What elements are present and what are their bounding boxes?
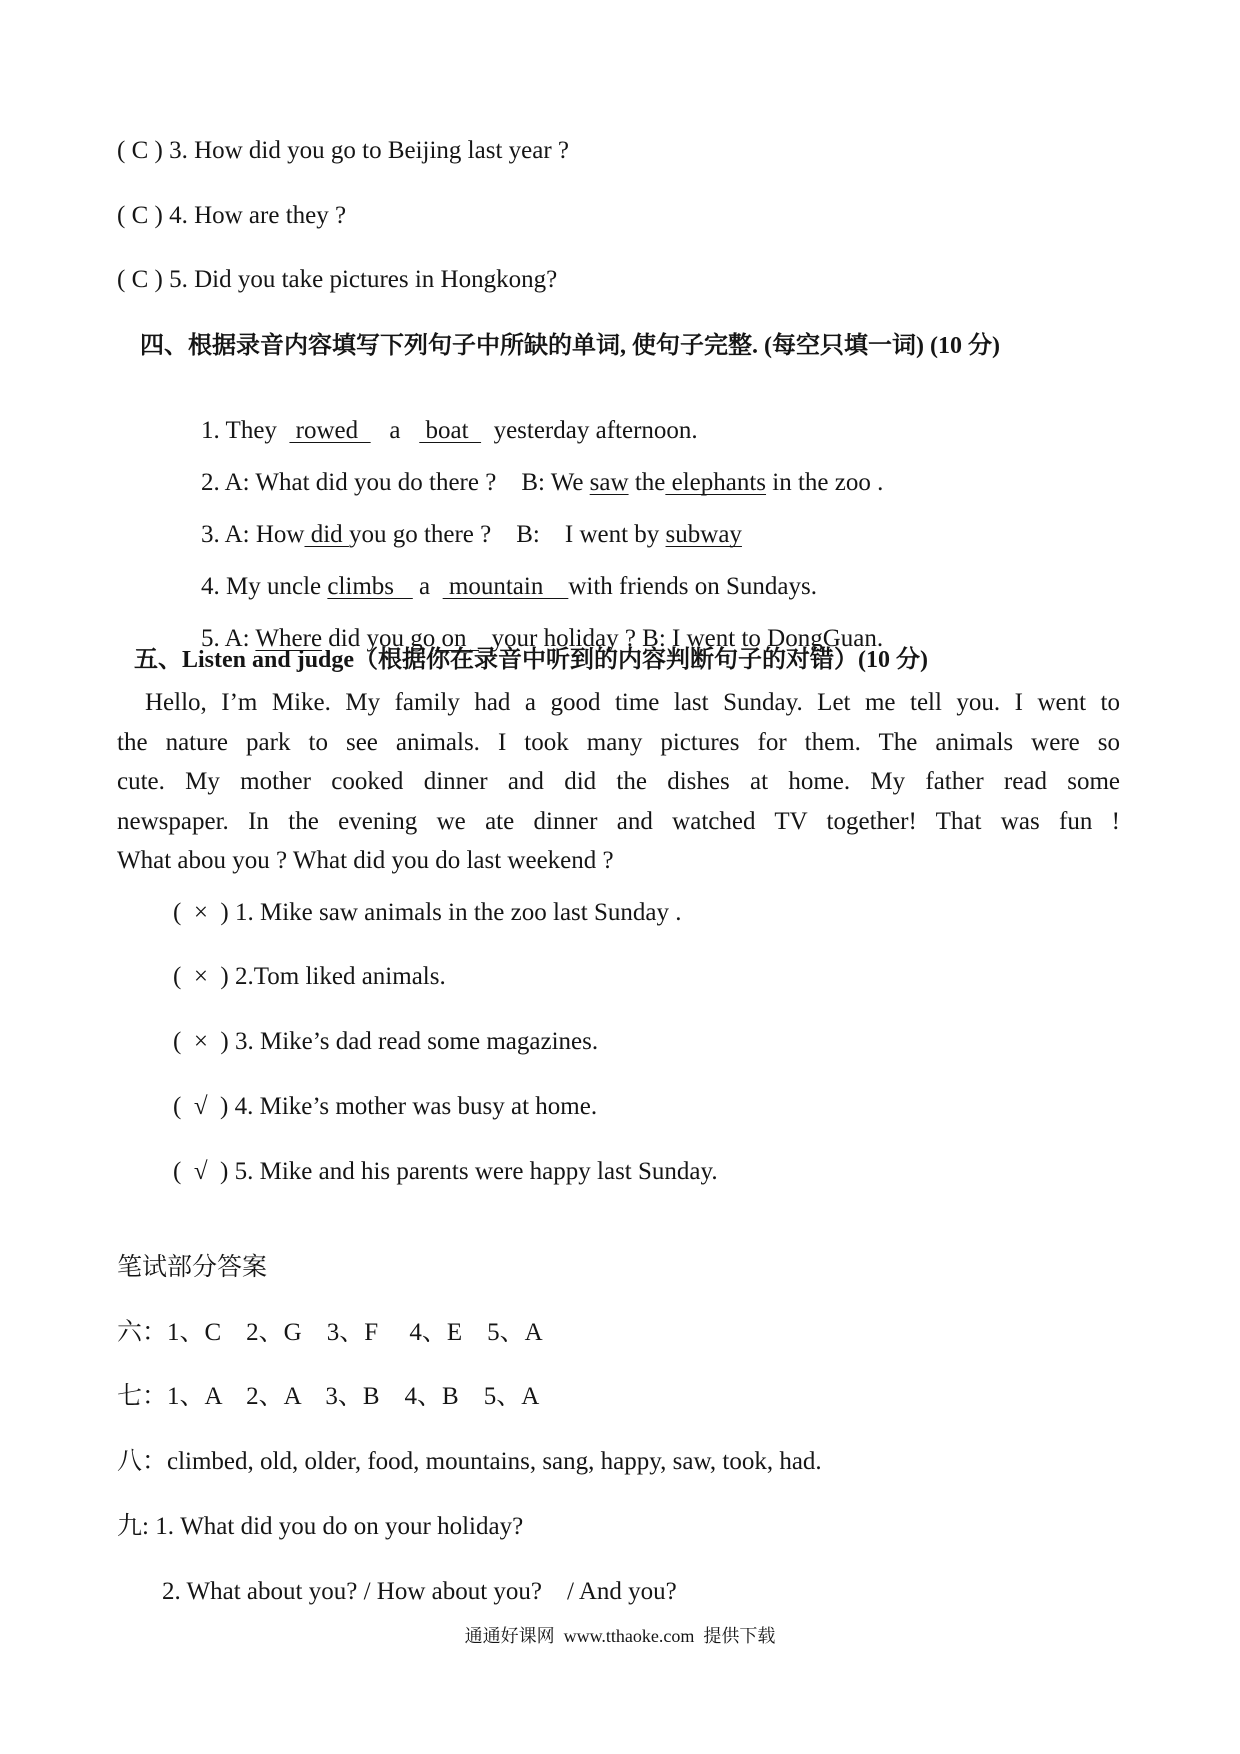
fill-answer: Where <box>255 625 323 652</box>
fill-answer: saw <box>589 469 629 496</box>
fill-text: 4. My uncle <box>201 573 328 600</box>
fill-answer: on <box>435 625 479 652</box>
judge-item-2: ( × ) 2.Tom liked animals. <box>173 963 446 990</box>
judge-item-4: ( √ ) 4. Mike’s mother was busy at home. <box>173 1093 598 1120</box>
fill-answer: climbs <box>327 573 413 600</box>
fill-text: 3. A: How <box>201 521 305 548</box>
listening-answer-5: ( C ) 5. Did you take pictures in Hongkong? <box>117 266 558 293</box>
fill-answer: rowed <box>289 417 371 444</box>
fill-answer: did <box>304 521 349 548</box>
listening-answer-4: ( C ) 4. How are they ? <box>117 202 347 229</box>
section-four-heading: 四、根据录音内容填写下列句子中所缺的单词, 使句子完整. (每空只填一词) (10 分) <box>140 333 1000 359</box>
passage-line: the nature park to see animals. I took many pictures for them. The animals were so <box>117 729 1120 756</box>
passage-line: newspaper. In the evening we ate dinner and watched TV together! That was fun ! <box>117 808 1120 835</box>
fill-text: the <box>628 469 666 496</box>
written-answers-title: 笔试部分答案 <box>117 1254 268 1281</box>
fill-text: did you go <box>322 625 436 652</box>
fill-text: your holiday ? B: I went to DongGuan. <box>479 625 884 652</box>
fill-answer: boat <box>419 417 482 444</box>
judge-item-3: ( × ) 3. Mike’s dad read some magazines. <box>173 1028 599 1055</box>
fill-text: 2. A: What did you do there ? B: We <box>201 469 590 496</box>
answer-six: 六：1、C 2、G 3、F 4、E 5、A <box>117 1319 543 1346</box>
fill-text: you go there ? B: I went by <box>348 521 666 548</box>
fill-text: 1. They <box>201 417 290 444</box>
fill-answer: subway <box>665 521 742 548</box>
fill-text: a <box>370 417 420 444</box>
judge-item-5: ( √ ) 5. Mike and his parents were happy last Sunday. <box>173 1158 718 1185</box>
answer-nine-2: 2. What about you? / How about you? / And you? <box>162 1578 677 1605</box>
fill-text: with friends on Sundays. <box>568 573 817 600</box>
fill-text: a <box>412 573 443 600</box>
fill-text: yesterday afternoon. <box>481 417 698 444</box>
answer-seven: 七：1、A 2、A 3、B 4、B 5、A <box>117 1383 540 1410</box>
judge-item-1: ( × ) 1. Mike saw animals in the zoo last Sunday . <box>173 899 682 926</box>
fill-text: 5. A: <box>201 625 256 652</box>
fill-text: in the zoo . <box>766 469 884 496</box>
passage-line: Hello, I’m Mike. My family had a good time last Sunday. Let me tell you. I went to <box>145 689 1120 716</box>
fill-answer: mountain <box>442 573 569 600</box>
answer-nine-1: 九: 1. What did you do on your holiday? <box>117 1513 524 1540</box>
passage-line: cute. My mother cooked dinner and did the dishes at home. My father read some <box>117 768 1120 795</box>
fill-answer: elephants <box>665 469 767 496</box>
passage-line: What abou you ? What did you do last weekend ? <box>117 847 614 874</box>
section-five-heading: 五、Listen and judge（根据你在录音中听到的内容判断句子的对错）(10 分) <box>134 647 929 673</box>
listening-answer-3: ( C ) 3. How did you go to Beijing last year ? <box>117 137 570 164</box>
footer-credit: 通通好课网 www.tthaoke.com 提供下载 <box>464 1626 776 1646</box>
answer-eight: 八：climbed, old, older, food, mountains, sang, happy, saw, took, had. <box>117 1448 822 1475</box>
